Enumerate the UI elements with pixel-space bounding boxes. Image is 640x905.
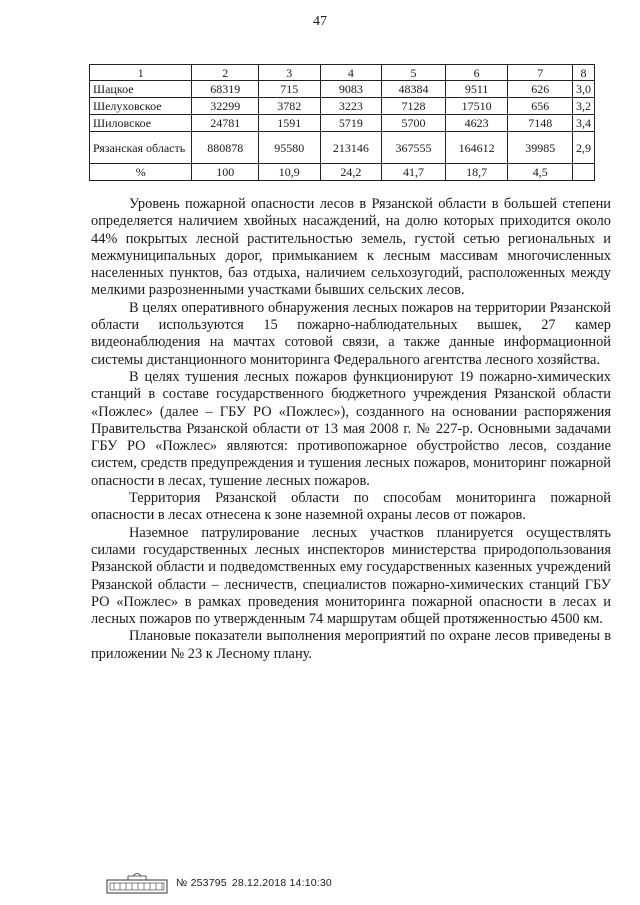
table-cell: 18,7 [445, 164, 508, 181]
table-row [90, 115, 595, 132]
table-cell: 3,4 [573, 115, 595, 132]
table-cell: 880878 [192, 132, 259, 164]
table-row [90, 98, 595, 115]
body-text [91, 196, 611, 663]
table-cell: Шелуховское [90, 98, 192, 115]
header-cell: 3 [259, 65, 321, 81]
table-cell: 9083 [320, 81, 382, 98]
table-cell: 48384 [382, 81, 446, 98]
registration-stamp-icon [106, 871, 168, 895]
paragraph: Наземное патрулирование лесных участков планируется осуществлять силами государственных лесных инспекторов министерства природопользования Рязанской области и подведомственных ему государственных казенных учреждений Рязанской области – лесничеств, специалистов пожарно-химических станций ГБУ РО «Пожлес» в рамках проведения мониторинга пожарной опасности в лесах и лесных пожаров по утвержденным 74 маршрутам общей протяженностью 4500 км. [91, 524, 611, 628]
table-cell: 5700 [382, 115, 446, 132]
paragraph: Плановые показатели выполнения мероприятий по охране лесов приведены в приложении № 23 к Лесному плану. [91, 628, 611, 662]
header-cell: 6 [445, 65, 508, 81]
table-cell: 3,0 [573, 81, 595, 98]
header-cell: 5 [382, 65, 446, 81]
table-cell: 24781 [192, 115, 259, 132]
paragraph: Уровень пожарной опасности лесов в Рязанской области в большей степени определяется наличием хвойных насаждений, на долю которых приходится около 44% покрытых лесной растительностью земель, густой сетью региональных и межмуниципальных дорог, примыканием к лесным массивам многочисленных населенных пунктов, баз отдыха, наличием сельхозугодий, расположенных между мелкими разрозненными участками бывших сельских лесов. [91, 196, 611, 299]
table-cell: Рязанская область [90, 132, 192, 164]
table-cell [573, 164, 595, 181]
table-cell: 3,2 [573, 98, 595, 115]
footer-doc-number: № 253795 [176, 877, 227, 889]
table-cell: Шацкое [90, 81, 192, 98]
table-cell: 100 [192, 164, 259, 181]
table-cell: 9511 [445, 81, 508, 98]
table-cell: % [90, 164, 192, 181]
paragraph: В целях тушения лесных пожаров функционируют 19 пожарно-химических станций в составе государственного бюджетного учреждения Рязанской области «Пожлес» (далее – ГБУ РО «Пожлес»), созданного на основании распоряжения Правительства Рязанской области от 13 мая 2008 г. № 227-р. Основными задачами ГБУ РО «Пожлес» являются: противопожарное обустройство лесов, создание систем, средств предупреждения и тушения лесных пожаров, мониторинг пожарной опасности в лесах, тушение лесных пожаров. [91, 368, 611, 489]
table-cell: 1591 [259, 115, 321, 132]
table-cell: 32299 [192, 98, 259, 115]
table-cell: 41,7 [382, 164, 446, 181]
table-row [90, 81, 595, 98]
table-cell: 2,9 [573, 132, 595, 164]
table-cell: 7148 [508, 115, 573, 132]
table-cell: 68319 [192, 81, 259, 98]
paragraph: Территория Рязанской области по способам мониторинга пожарной опасности в лесах отнесена к зоне наземной охраны лесов от пожаров. [91, 490, 611, 524]
table-cell: 4623 [445, 115, 508, 132]
statistics-table [89, 64, 595, 181]
table-cell: 95580 [259, 132, 321, 164]
table-row [90, 164, 595, 181]
table-cell: 213146 [320, 132, 382, 164]
table-cell: Шиловское [90, 115, 192, 132]
header-cell: 8 [573, 65, 595, 81]
table-cell: 39985 [508, 132, 573, 164]
header-cell: 2 [192, 65, 259, 81]
table-cell: 5719 [320, 115, 382, 132]
header-cell: 1 [90, 65, 192, 81]
page-number: 47 [313, 14, 327, 29]
table-cell: 715 [259, 81, 321, 98]
table-cell: 3223 [320, 98, 382, 115]
header-cell: 7 [508, 65, 573, 81]
document-footer [106, 871, 332, 895]
header-cell: 4 [320, 65, 382, 81]
table-cell: 3782 [259, 98, 321, 115]
table-cell: 367555 [382, 132, 446, 164]
footer-datetime: 28.12.2018 14:10:30 [231, 877, 332, 889]
table-header-row [90, 65, 595, 81]
table-cell: 164612 [445, 132, 508, 164]
table-cell: 4,5 [508, 164, 573, 181]
table-cell: 10,9 [259, 164, 321, 181]
table-cell: 626 [508, 81, 573, 98]
table-row [90, 132, 595, 164]
paragraph: В целях оперативного обнаружения лесных пожаров на территории Рязанской области используются 15 пожарно-наблюдательных вышек, 27 камер видеонаблюдения на мачтах сотовой связи, а также данные информационной системы дистанционного мониторинга Федерального агентства лесного хозяйства. [91, 299, 611, 368]
table-cell: 17510 [445, 98, 508, 115]
table-cell: 24,2 [320, 164, 382, 181]
table-cell: 7128 [382, 98, 446, 115]
table-cell: 656 [508, 98, 573, 115]
